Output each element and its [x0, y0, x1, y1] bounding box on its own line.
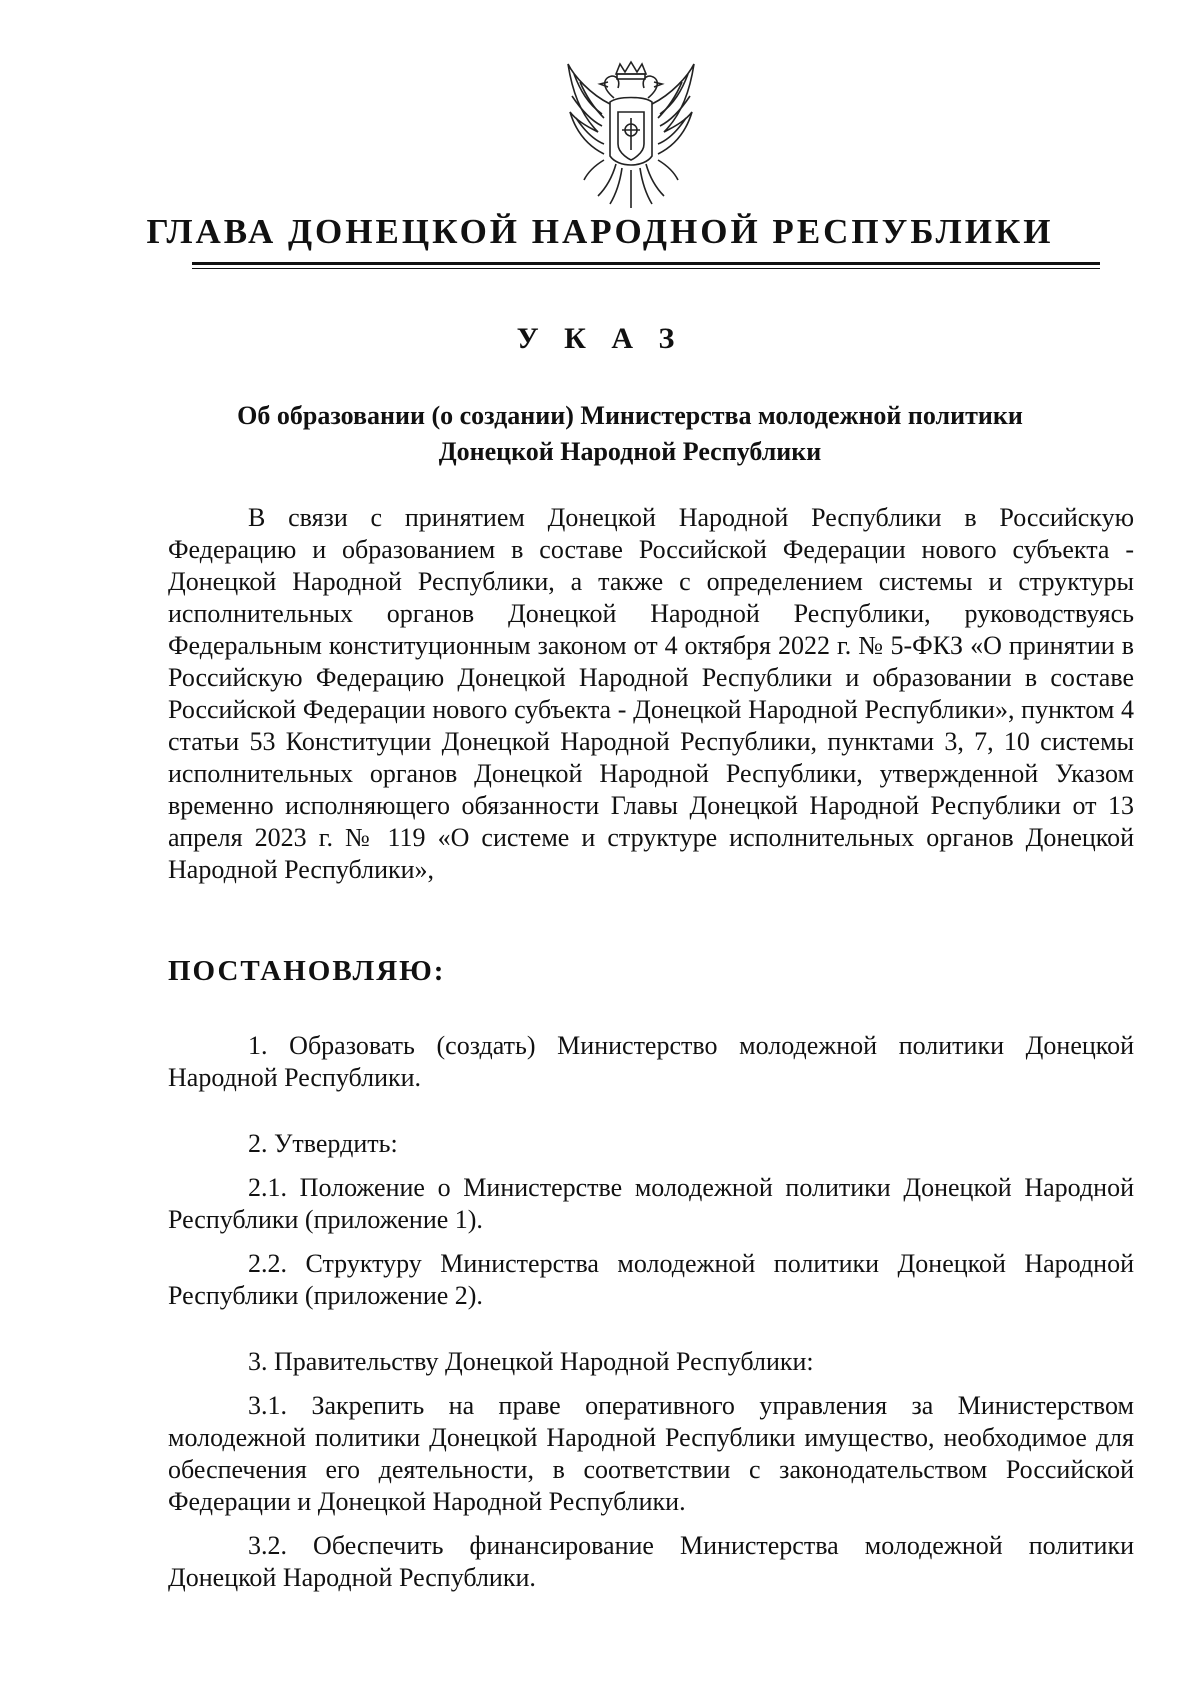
decree-item-2: 2. Утвердить:: [248, 1129, 398, 1158]
preamble-block: [168, 502, 1134, 886]
subject-line-1: Об образовании (о создании) Министерства молодежной политики: [237, 401, 1023, 430]
subject-line-2: Донецкой Народной Республики: [438, 437, 822, 466]
authority-title: ГЛАВА ДОНЕЦКОЙ НАРОДНОЙ РЕСПУБЛИКИ: [146, 212, 1054, 251]
decree-item-3-2: 3.2. Обеспечить финансирование Министерства молодежной политики Донецкой Народной Республики.: [168, 1531, 1134, 1592]
decree-items: [168, 1030, 1134, 1606]
decree-heading: ПОСТАНОВЛЯЮ:: [168, 955, 446, 987]
decree-item-2-1: 2.1. Положение о Министерстве молодежной политики Донецкой Народной Республики (приложение 1).: [168, 1173, 1134, 1234]
document-type: У К А З: [516, 322, 684, 355]
decree-item-2-2: 2.2. Структуру Министерства молодежной политики Донецкой Народной Республики (приложение 2).: [168, 1249, 1134, 1310]
document-subject: [170, 398, 1090, 470]
header-divider-thick: [192, 262, 1100, 265]
eagle-coat-of-arms-icon: [558, 60, 704, 212]
decree-item-1: 1. Образовать (создать) Министерство молодежной политики Донецкой Народной Республики.: [168, 1031, 1134, 1092]
preamble-paragraph: В связи с принятием Донецкой Народной Республики в Российскую Федерацию и образованием в составе Российской Федерации нового субъекта - Донецкой Народной Республики, а также с определением системы и структуры исполнительных органов Донецкой Народной Республики, руководствуясь Федеральным конституционным законом от 4 октября 2022 г. № 5-ФКЗ «О принятии в Российскую Федерацию Донецкой Народной Республики и образовании в составе Российской Федерации нового субъекта - Донецкой Народной Республики», пунктом 4 статьи 53 Конституции Донецкой Народной Республики, пунктами 3, 7, 10 системы исполнительных органов Донецкой Народной Республики, утвержденной Указом временно исполняющего обязанности Главы Донецкой Народной Республики от 13 апреля 2023 г. № 119 «О системе и структуре исполнительных органов Донецкой Народной Республики»,: [168, 503, 1134, 884]
decree-item-3-1: 3.1. Закрепить на праве оперативного управления за Министерством молодежной политики Донецкой Народной Республики имущество, необходимое для обеспечения его деятельности, в соответствии с законодательством Российской Федерации и Донецкой Народной Республики.: [168, 1391, 1134, 1516]
decree-item-3: 3. Правительству Донецкой Народной Республики:: [248, 1347, 814, 1376]
header-divider-thin: [192, 268, 1100, 269]
